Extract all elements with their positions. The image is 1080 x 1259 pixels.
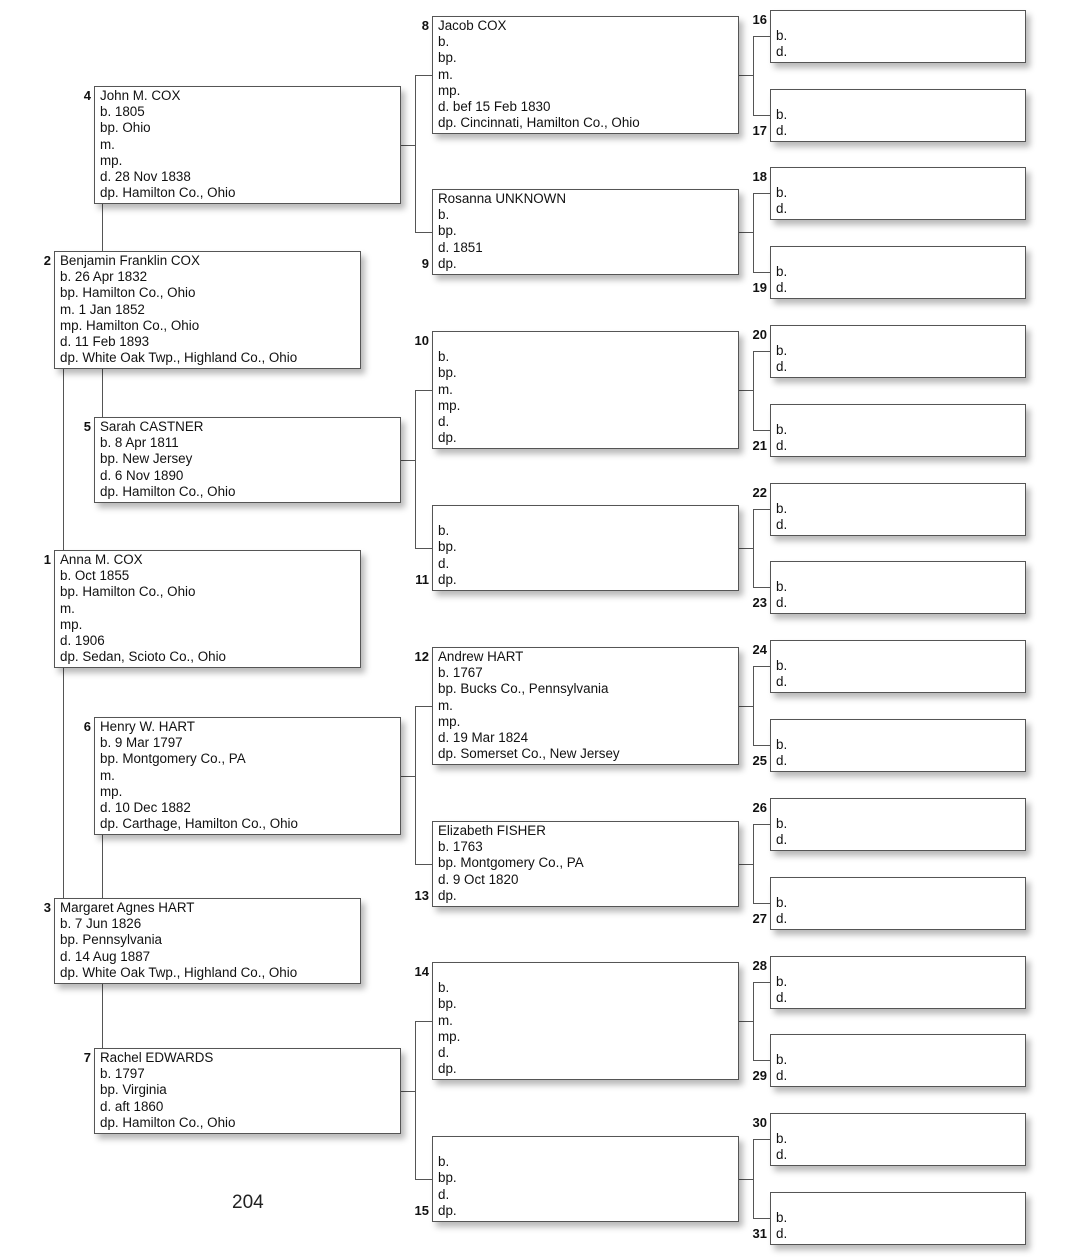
person-detail: d. (776, 595, 788, 611)
person-detail: bp. (438, 539, 457, 555)
connector-line (753, 36, 754, 115)
person-box-17[interactable] (770, 89, 1026, 142)
person-detail: dp. White Oak Twp., Highland Co., Ohio (60, 964, 298, 980)
person-detail: d. (776, 990, 788, 1006)
person-name: Rachel EDWARDS (100, 1050, 214, 1065)
person-box-4[interactable] (94, 86, 401, 204)
person-number: 7 (83, 1050, 91, 1065)
person-box-20[interactable] (770, 325, 1026, 378)
person-detail: b. 8 Apr 1811 (100, 435, 179, 451)
person-detail: b. (776, 1052, 788, 1068)
person-box-31[interactable] (770, 1192, 1026, 1245)
person-detail: d. (438, 555, 450, 571)
person-detail: mp. (438, 82, 461, 98)
person-detail: m. (438, 1012, 453, 1028)
person-name (776, 1194, 1025, 1210)
person-name (776, 485, 1025, 501)
person-box-12[interactable] (432, 647, 739, 765)
person-number: 10 (414, 333, 429, 348)
person-box-19[interactable] (770, 246, 1026, 299)
person-box-8[interactable] (432, 16, 739, 134)
person-name (776, 879, 1025, 895)
person-number: 30 (752, 1115, 767, 1130)
person-box-21[interactable] (770, 404, 1026, 457)
connector-line (739, 1021, 753, 1022)
person-detail: d. 6 Nov 1890 (100, 467, 184, 483)
person-number: 9 (421, 256, 429, 271)
person-detail: dp. Hamilton Co., Ohio (100, 185, 236, 201)
person-box-1[interactable] (54, 550, 361, 668)
person-number: 16 (752, 12, 767, 27)
person-number: 2 (43, 253, 51, 268)
person-name (776, 721, 1025, 737)
person-name (776, 642, 1025, 658)
connector-line (753, 509, 770, 510)
person-detail: mp. (438, 397, 461, 413)
connector-line (415, 1179, 432, 1180)
person-detail: m. (438, 697, 453, 713)
person-detail: b. (438, 1154, 450, 1170)
person-detail: bp. Montgomery Co., PA (100, 751, 246, 767)
connector-line (739, 232, 753, 233)
person-detail: b. (438, 980, 450, 996)
connector-line (415, 864, 432, 865)
person-detail: d. (776, 1226, 788, 1242)
person-number: 17 (752, 123, 767, 138)
person-box-10[interactable] (432, 331, 739, 449)
person-name (438, 333, 738, 349)
person-detail: b. Oct 1855 (60, 568, 130, 584)
person-detail: bp. (438, 996, 457, 1012)
person-detail: bp. Hamilton Co., Ohio (60, 285, 196, 301)
person-box-28[interactable] (770, 956, 1026, 1009)
person-detail: b. (776, 264, 788, 280)
connector-line (753, 430, 770, 431)
person-box-16[interactable] (770, 10, 1026, 63)
connector-line (753, 982, 754, 1060)
connector-line (415, 1021, 416, 1179)
person-detail: b. (776, 579, 788, 595)
person-detail: b. (438, 207, 450, 223)
person-name (776, 1036, 1025, 1052)
person-name (438, 507, 738, 523)
person-detail: bp. Ohio (100, 120, 151, 136)
person-detail: d. (776, 674, 788, 690)
person-name (438, 964, 738, 980)
connector-line (415, 706, 416, 864)
person-number: 26 (752, 800, 767, 815)
connector-line (753, 1139, 770, 1140)
connector-line (753, 193, 754, 272)
person-detail: b. (438, 34, 450, 50)
person-detail: b. (776, 343, 788, 359)
person-detail: bp. (438, 1170, 457, 1186)
person-detail: mp. (100, 152, 123, 168)
person-box-18[interactable] (770, 167, 1026, 220)
page-number: 204 (232, 1192, 264, 1213)
person-detail: d. (776, 280, 788, 296)
person-detail: b. (776, 1131, 788, 1147)
person-number: 1 (43, 552, 51, 567)
connector-line (753, 666, 770, 667)
person-box-5[interactable] (94, 417, 401, 503)
connector-line (739, 390, 753, 391)
person-detail: d. (776, 1068, 788, 1084)
person-name: Elizabeth FISHER (438, 823, 546, 838)
person-detail: bp. (438, 223, 457, 239)
person-detail: d. 14 Aug 1887 (60, 948, 151, 964)
person-number: 24 (752, 642, 767, 657)
person-detail: b. (776, 422, 788, 438)
person-number: 23 (752, 595, 767, 610)
person-detail: d. (776, 911, 788, 927)
person-detail: d. 19 Mar 1824 (438, 730, 529, 746)
connector-line (753, 587, 770, 588)
connector-line (753, 351, 770, 352)
person-detail: m. (438, 381, 453, 397)
person-detail: dp. Cincinnati, Hamilton Co., Ohio (438, 115, 640, 131)
person-detail: b. 1797 (100, 1066, 145, 1082)
person-box-24[interactable] (770, 640, 1026, 693)
connector-line (753, 745, 770, 746)
person-number: 22 (752, 485, 767, 500)
person-detail: dp. (438, 571, 457, 587)
person-detail: b. (776, 658, 788, 674)
connector-line (753, 1218, 770, 1219)
person-box-3[interactable] (54, 898, 361, 984)
person-detail: dp. (438, 1061, 457, 1077)
person-box-2[interactable] (54, 251, 361, 369)
person-number: 13 (414, 888, 429, 903)
connector-line (753, 666, 754, 745)
person-detail: m. (100, 136, 115, 152)
connector-line (401, 460, 415, 461)
person-detail: mp. (438, 713, 461, 729)
person-detail: b. (776, 1210, 788, 1226)
person-detail: b. (776, 816, 788, 832)
person-detail: d. 1906 (60, 633, 105, 649)
connector-line (415, 390, 432, 391)
person-detail: dp. Carthage, Hamilton Co., Ohio (100, 816, 298, 832)
person-number: 6 (83, 719, 91, 734)
connector-line (753, 115, 770, 116)
connector-line (415, 75, 416, 232)
connector-line (415, 706, 432, 707)
person-detail: dp. Sedan, Scioto Co., Ohio (60, 649, 226, 665)
person-box-11[interactable] (432, 505, 739, 591)
person-detail: bp. Virginia (100, 1082, 167, 1098)
person-detail: b. (438, 523, 450, 539)
person-name: Rosanna UNKNOWN (438, 191, 566, 206)
person-detail: bp. New Jersey (100, 451, 193, 467)
person-detail: b. 1763 (438, 839, 483, 855)
connector-line (753, 982, 770, 983)
connector-line (415, 75, 432, 76)
person-detail: mp. Hamilton Co., Ohio (60, 317, 200, 333)
person-detail: b. (776, 28, 788, 44)
connector-line (753, 509, 754, 587)
person-detail: bp. (438, 365, 457, 381)
person-detail: bp. (438, 50, 457, 66)
person-detail: b. (776, 185, 788, 201)
person-detail: m. (60, 600, 75, 616)
person-box-7[interactable] (94, 1048, 401, 1134)
person-name: Anna M. COX (60, 552, 143, 567)
connector-line (753, 272, 770, 273)
person-number: 29 (752, 1068, 767, 1083)
person-number: 12 (414, 649, 429, 664)
person-detail: b. (776, 737, 788, 753)
person-box-9[interactable] (432, 189, 739, 275)
person-detail: d. 9 Oct 1820 (438, 871, 519, 887)
connector-line (739, 75, 753, 76)
person-name (776, 248, 1025, 264)
connector-line (753, 36, 770, 37)
person-detail: bp. Bucks Co., Pennsylvania (438, 681, 609, 697)
connector-line (415, 390, 416, 548)
connector-line (739, 1179, 753, 1180)
person-number: 20 (752, 327, 767, 342)
person-detail: b. 26 Apr 1832 (60, 269, 148, 285)
person-number: 25 (752, 753, 767, 768)
person-detail: d. (776, 359, 788, 375)
person-detail: d. 1851 (438, 239, 483, 255)
person-detail: m. 1 Jan 1852 (60, 301, 145, 317)
person-name: Henry W. HART (100, 719, 195, 734)
connector-line (753, 351, 754, 430)
person-detail: dp. White Oak Twp., Highland Co., Ohio (60, 350, 298, 366)
person-detail: d. bef 15 Feb 1830 (438, 99, 551, 115)
connector-line (753, 1139, 754, 1218)
person-detail: d. (776, 123, 788, 139)
person-name: John M. COX (100, 88, 181, 103)
person-box-22[interactable] (770, 483, 1026, 536)
person-number: 27 (752, 911, 767, 926)
person-detail: d. 10 Dec 1882 (100, 800, 191, 816)
person-name: Andrew HART (438, 649, 524, 664)
connector-line (739, 864, 753, 865)
person-detail: d. (776, 44, 788, 60)
person-detail: b. 1767 (438, 665, 483, 681)
connector-line (401, 776, 415, 777)
person-box-23[interactable] (770, 561, 1026, 614)
person-name: Margaret Agnes HART (60, 900, 195, 915)
person-detail: d. (776, 438, 788, 454)
person-detail: b. 1805 (100, 104, 145, 120)
person-detail: b. 7 Jun 1826 (60, 916, 142, 932)
person-name (776, 12, 1025, 28)
person-number: 3 (43, 900, 51, 915)
person-detail: dp. (438, 1202, 457, 1218)
person-box-26[interactable] (770, 798, 1026, 851)
person-detail: bp. Hamilton Co., Ohio (60, 584, 196, 600)
person-name: Sarah CASTNER (100, 419, 204, 434)
connector-line (401, 1091, 415, 1092)
person-number: 5 (83, 419, 91, 434)
person-name (776, 406, 1025, 422)
person-detail: d. (776, 832, 788, 848)
person-number: 15 (414, 1203, 429, 1218)
person-number: 19 (752, 280, 767, 295)
person-detail: d. (776, 201, 788, 217)
person-detail: b. (776, 974, 788, 990)
person-name: Benjamin Franklin COX (60, 253, 200, 268)
person-detail: d. (776, 753, 788, 769)
person-name (438, 1138, 738, 1154)
connector-line (415, 232, 432, 233)
person-number: 31 (752, 1226, 767, 1241)
person-name (776, 169, 1025, 185)
person-detail: bp. Montgomery Co., PA (438, 855, 584, 871)
person-box-15[interactable] (432, 1136, 739, 1222)
person-name (776, 327, 1025, 343)
person-detail: b. (776, 501, 788, 517)
person-number: 18 (752, 169, 767, 184)
person-detail: d. 11 Feb 1893 (60, 334, 150, 350)
person-detail: d. (776, 1147, 788, 1163)
person-name (776, 958, 1025, 974)
person-detail: d. (776, 517, 788, 533)
person-box-25[interactable] (770, 719, 1026, 772)
person-detail: bp. Pennsylvania (60, 932, 162, 948)
person-detail: d. (438, 1045, 450, 1061)
person-box-13[interactable] (432, 821, 739, 907)
person-box-29[interactable] (770, 1034, 1026, 1087)
person-name (776, 1115, 1025, 1131)
person-number: 21 (752, 438, 767, 453)
person-number: 28 (752, 958, 767, 973)
person-detail: d. 28 Nov 1838 (100, 169, 191, 185)
person-detail: m. (438, 66, 453, 82)
person-name: Jacob COX (438, 18, 507, 33)
person-box-27[interactable] (770, 877, 1026, 930)
person-detail: dp. Somerset Co., New Jersey (438, 746, 620, 762)
connector-line (753, 193, 770, 194)
person-box-14[interactable] (432, 962, 739, 1080)
connector-line (415, 548, 432, 549)
person-detail: dp. (438, 887, 457, 903)
connector-line (753, 1060, 770, 1061)
person-detail: mp. (60, 616, 83, 632)
connector-line (753, 824, 754, 903)
person-detail: b. (438, 349, 450, 365)
person-detail: b. 9 Mar 1797 (100, 735, 183, 751)
person-detail: mp. (438, 1028, 461, 1044)
person-detail: dp. (438, 255, 457, 271)
person-detail: b. (776, 895, 788, 911)
person-number: 8 (421, 18, 429, 33)
person-box-30[interactable] (770, 1113, 1026, 1166)
connector-line (739, 706, 753, 707)
person-detail: d. (438, 414, 450, 430)
person-name (776, 800, 1025, 816)
connector-line (415, 1021, 432, 1022)
person-detail: d. (438, 1186, 450, 1202)
person-detail: dp. Hamilton Co., Ohio (100, 1114, 236, 1130)
connector-line (401, 145, 415, 146)
person-detail: b. (776, 107, 788, 123)
person-number: 11 (415, 572, 429, 587)
person-number: 14 (414, 964, 429, 979)
connector-line (753, 903, 770, 904)
person-name (776, 563, 1025, 579)
person-detail: dp. Hamilton Co., Ohio (100, 483, 236, 499)
connector-line (739, 548, 753, 549)
person-box-6[interactable] (94, 717, 401, 835)
person-detail: m. (100, 767, 115, 783)
person-number: 4 (83, 88, 91, 103)
person-name (776, 91, 1025, 107)
person-detail: dp. (438, 430, 457, 446)
person-detail: mp. (100, 783, 123, 799)
connector-line (753, 824, 770, 825)
person-detail: d. aft 1860 (100, 1098, 164, 1114)
